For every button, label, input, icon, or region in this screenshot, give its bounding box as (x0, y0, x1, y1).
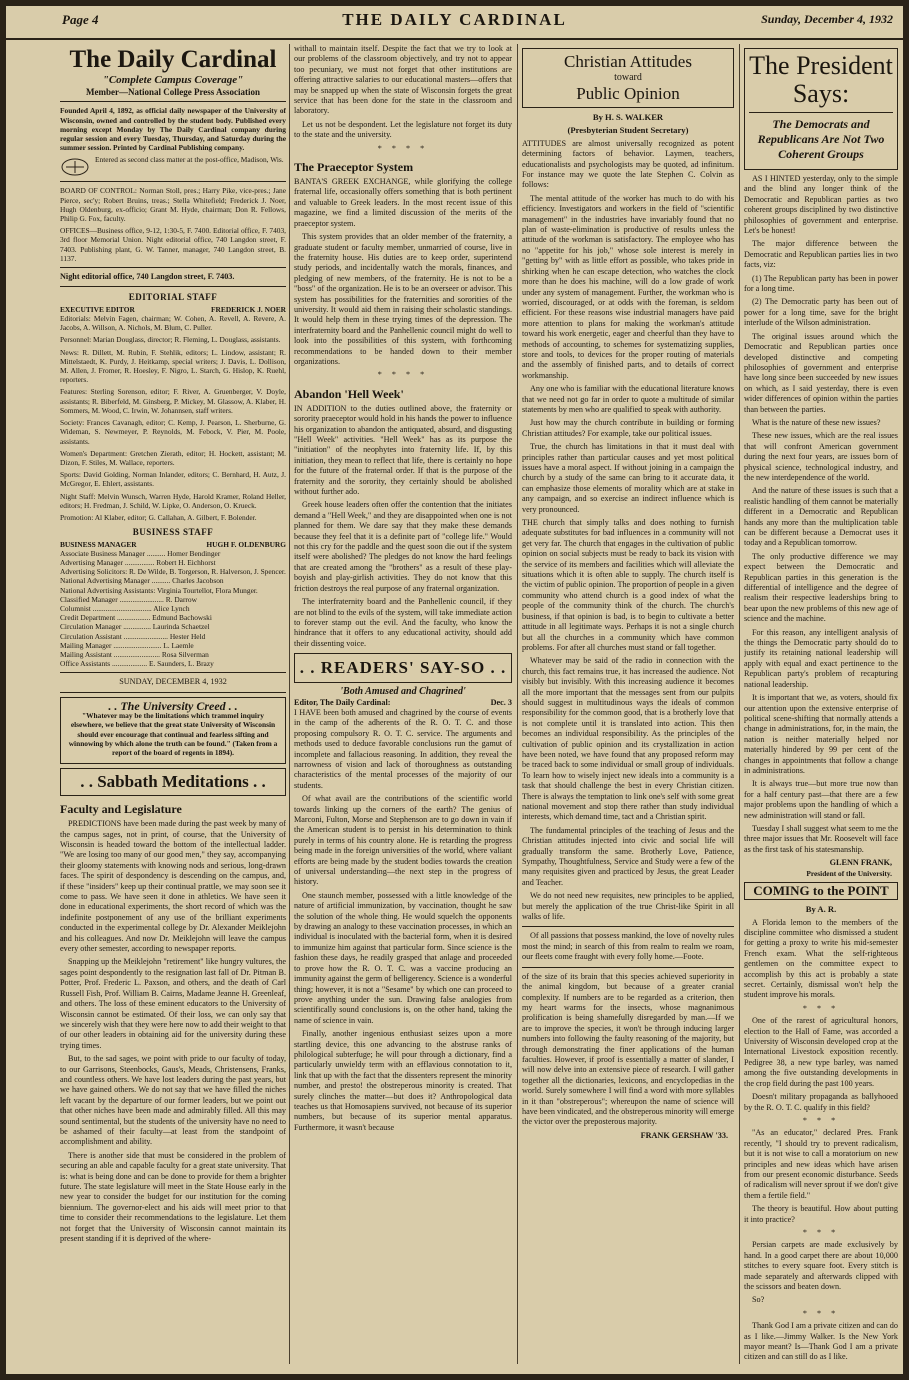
staff-classified: Classified Manager ........................ R. Darrow (60, 594, 197, 604)
faculty-paragraph: But, to the sad sages, we point with pride to our faculty of today, to our Garrisons, Steenbocks, Gaus's, Meads, Christensens, Franks, and countless others. We have lost leaders during the past years, but we have gained others. We do not say that we have filled the niches left vacant by the departure of our former leaders, but we point out that other niches have been made and admirably filled. All this may sound sentimental, but the students of the university have no need to be ashamed of their faculty—at least from the standpoint of accomplishment and ability. (60, 1054, 286, 1147)
article-paragraph: We do not need new requisites, new principles to be applied, but merely the application of the true Christ-like Spirit in all walks of life. (522, 891, 734, 922)
editorial-heading-praeceptor: The Praeceptor System (294, 160, 414, 175)
president-paragraph: The major difference between the Democratic and Republican parties lies in two facts, viz: (744, 239, 898, 270)
staff-features: Features: Sterling Sorenson, editor; F. River, A. Gruenberger, V. Doyle, assistants; R. Biberfeld, M. Ginsberg, P. Mickey, M. Glassow, A. Klaber, H. Sommers, M. Wood, C. Irwin, W. Johannsen, staff writers. (60, 387, 286, 415)
staff-mailing: Mailing Manager .......................... L. Laemle (60, 640, 194, 650)
offices-text: OFFICES—Business office, 9-12, 1:30-5, F. 7400. Editorial office, F. 7403, 3rd floor Memorial Union. Night editorial office, 740 Langdon street, F. 7403. Publishing plant, G. W. Tanner, manager, 740 Langdon street, B. 1137. (60, 226, 286, 263)
president-paragraph: The only productive difference we may expect between the Democratic and Republican parties in this generation is the differential of intelligence and the degree of realism their respective leaderships bring to bear upon the new problems of this new age of science and the machine. (744, 551, 898, 624)
praeceptor-paragraph: This system provides that an older member of the fraternity, a graduate student or faculty member, unmarried of course, live in the fraternity house. His duties are to keep order, superintend study periods, and incidentally watch the morals, finances, and pledging of new members, of the fraternity. He is not to be a "boss" of the organization. He is to be an overseer or advisor. This system has possibilities for the fraternities and sororities of the university. It would aid them in raising their scholastic standings. It would help them in these trying times of the depression. The interfraternity board and the Panhellenic council might do well to look into the possibilities of this system, with forthcoming recommendations to be handed down to their member organizations. (294, 232, 512, 366)
postal-seal-icon (60, 157, 90, 177)
byline-title: (Presbyterian Student Secretary) (567, 125, 689, 136)
letter-paragraph: Of what avail are the contributions of the scientific world towards linking up the corners of the earth? The genius of Marconi, Fulton, Morse and Stephenson are to go down in vain if the American student is to persist in his determination to think purely in terms of his country alone. He is retarding the progress being made in the foreign universities of the world, where valiant efforts are being made by the student bodies towards the creation of universal understanding—the next step in the progress of history. (294, 794, 512, 887)
staff-natasst: National Advertising Assistants: Virginia Tourtellot, Flora Munger. (60, 585, 258, 595)
staff-society: Society: Frances Cavanagh, editor; C. Kemp, J. Pearson, L. Sherburne, G. Wideman, S. Newmeyer, P. Reynolds, M. Febock, V. Pier, M. Poole, assistants. (60, 418, 286, 446)
letter-salutation (294, 698, 512, 708)
president-paragraph: The original issues around which the Democratic and Republican parties once developed distinctive and competing philosophies of government and enterprise have long since been succeeded by new issues on which, as I said yesterday, there is even wider differences of opinion within the parties than between the parties. (744, 331, 898, 414)
faculty-continued: withall to maintain itself. Despite the fact that we try to look at our problems of the classroom objectively, and try not to appear too pecuniary, we must not forget that other institutions are offering attractive salaries to our educational masters—offers that may be snapped up when the state of Wisconsin forgets the great service that has been done for the state in the classroom and laboratory. (294, 44, 512, 116)
article-paragraph: The fundamental principles of the teaching of Jesus and the Christian attitudes injected into civic and social life will gradually transform the same. Brotherly Love, Patience, Sympathy, Thoughtfulness, Service and Study were a few of the many requisites given and practiced by Jesus, the great Leader and Teacher. (522, 825, 734, 887)
creed-text: "Whatever may be the limitations which trammel inquiry elsewhere, we believe that the great state University of Wisconsin should ever encourage that continual and fearless sifting and winnowing by which alone the truth can be found." (Taken from a report of the board of regents in 1894). (68, 711, 278, 757)
column-item: The theory is beautiful. How about putting it into practice? (744, 1204, 898, 1224)
staff-promotion: Promotion: Al Klaber, editor; G. Callahan, A. Gilbert, F. Bolender. (60, 512, 257, 522)
column-rule (289, 44, 290, 1364)
xtian-heading-mid: toward (614, 72, 642, 83)
column-editorial-masthead (60, 44, 286, 1366)
president-signature: GLENN FRANK, (829, 858, 892, 868)
paper-title: THE DAILY CARDINAL (342, 10, 567, 29)
staff-night: Night Staff: Melvin Wunsch, Warren Hyde, Harold Kramer, Roland Heller, editors; H. Fredman, J. Schild, W. Lipke, O. Anderson, O. Krueck. (60, 491, 286, 510)
entered-text: Entered as second class matter at the post-office, Madison, Wis. (95, 155, 284, 165)
staff-natadv: National Advertising Manager .......... Charles Jacobson (60, 576, 224, 586)
column-item: A Florida lemon to the members of the discipline committee who dismissed a student for getting a proxy to write his mid-semester French exam. What the self-righteous gentlemen on the committee expect to accomplish by this act is probably a state secret. Certainly, dismissal won't help the student improve his morals. (744, 917, 898, 1000)
staff-circasst: Circulation Assistant ........................ Hester Held (60, 631, 206, 641)
column-rule (517, 44, 518, 1364)
president-paragraph: (2) The Democratic party has been out of power for a long time, save for the bright interlude of the Wilson administration. (744, 297, 898, 328)
coming-to-point-box (744, 882, 898, 900)
letter-title: 'Both Amused and Chagrined' (340, 686, 466, 698)
staff-sports: Sports: David Golding, Norman Inlander, editors; C. Bernhard, H. Autz, J. McGregor, E. Ehlert, assistants. (60, 470, 286, 489)
staff-womens: Women's Department: Gretchen Zierath, editor; H. Hockett, assistant; M. Dizon, F. Stiles, M. Wallace, reporters. (60, 448, 286, 467)
article-paragraph: Any one who is familiar with the educational literature knows that we need not go far in order to quote a multitude of similar statements by men who are qualified to speak with authority. (522, 384, 734, 414)
creed-heading: . . The University Creed . . (108, 698, 238, 713)
column-item: Doesn't military propaganda as ballyhooed by the R. O. T. C. qualify in this field? (744, 1092, 898, 1112)
coming-to-point-heading: COMING to the POINT (753, 882, 889, 898)
staff-circmgr: Circulation Manager ............... Laurinda Schaetzel (60, 622, 210, 632)
article-paragraph: ATTITUDES are almost universally recognized as potent determining factors of behavior. Laymen, teachers, educationalists and psychologists may be quoted, ad infinitum. For instance may we quote the late Stephen C. Colvin as follows: (522, 138, 734, 190)
staff-news: News: R. Dillett, M. Rubin, F. Stehlik, editors; L. Lindow, assistant; R. Mittelstaedt, K. Purdy, J. Heitkamp, special writers; J. Davis, L. Dollison, M. Allen, J. Fromer, R. Hoesley, F. Nigro, L. Starch, G. Hislop, K. Ruehl, reporters. (60, 347, 286, 385)
nameplate: The Daily Cardinal (69, 46, 277, 73)
president-paragraph: What is the nature of these new issues? (752, 417, 881, 427)
board-text: BOARD OF CONTROL: Norman Stoll, pres.; Harry Pike, vice-pres.; Jane Pierce, sec'y; Robert Bruins, treas.; Stella Whitefield; Frederick J. Noer, Hugh Oldenburg, ex-officio; Grant M. Hyde, chairman; Don R. Fellows, Philip G. Fox, faculty. (60, 186, 286, 224)
business-manager-row (60, 540, 286, 549)
staff-advsol: Advertising Solicitors: R. De Wilde, B. Torgerson, R. Halverson, J. Spencer. (60, 567, 286, 577)
section-separator: * * * (802, 1308, 840, 1318)
issue-date: Sunday, December 4, 1932 (761, 12, 893, 26)
letter-continued: of the size of its brain that this species achieved superiority in the animal kingdom, but because of a greater cranial complexity. If numbers are to be regarded as a criterion, then my heart warms for the insects, whose magnanimous prolification is being shamefully disregarded by man.—If we are to improve the species, it won't be through inducing larger numbers into following the faulty reasoning of the majority, but through demonstrating the finer applications of the human faculties. However, if proof is essentially a matter of slander, I will now delve into an extensive piece of research. I will gather together all the dictionaries, lexicons, and encyclopedias in the world. Surely somewhere I will find a word with more syllables in it than "obstreperous"; whereupon the name of science will have been vindicated, and the obstreperous minority will emerge the victor over the preposterous majority. (522, 971, 734, 1127)
masthead (6, 6, 903, 40)
column-item: "As an educator," declared Pres. Frank recently, "I should try to prevent radicalism, but it is not wise to call a moratorium on new principles and new ideas which have arisen from our present economic disturbance. Seeds of radicalism will never sprout if we don't give them a fertile field." (744, 1128, 898, 1200)
exec-name: FREDERICK J. NOER (211, 304, 286, 314)
president-paragraph: Tuesday I shall suggest what seem to me the three major issues that Mr. Roosevelt will face as the first task of his statesmanship. (744, 823, 898, 854)
president-paragraph: It is always true—but more true now than for a half century past—that there are a few major problems upon the handling of which a new administration will stand or fall. (744, 779, 898, 820)
faculty-paragraph: Snapping up the Meiklejohn "retirement" like hungry vultures, the sages point despondently to the resignation last fall of Dr. Pitman B. Potter, Prof. Frederic L. Paxson, and others, and the death of Carl Russell Fish, Prof. William B. Cairns, Madame Jeanne H. Greenleaf, and others. The loss of these eminent educators to the University of Wisconsin cannot be estimated. Of their loss, we can only say that we sincerely wish that they were here now to add their weight to that of our other leaders in obtaining aid for the university during these trying times. (60, 957, 286, 1050)
night-office: Night editorial office, 740 Langdon street, F. 7403. (60, 272, 235, 282)
creed-box (60, 697, 286, 764)
dateline: SUNDAY, DECEMBER 4, 1932 (119, 677, 227, 687)
entered-block (60, 155, 286, 177)
column-christian-attitudes (522, 44, 734, 1366)
editorial-heading-faculty: Faculty and Legislature (60, 802, 182, 817)
article-paragraph: Just how may the church contribute in building or forming Christian attitudes? For example, take our political issues. (522, 418, 734, 438)
exec-label: EXECUTIVE EDITOR (60, 304, 135, 314)
coming-to-point-byline: By A. R. (805, 904, 837, 915)
hell-week-paragraph: The interfraternity board and the Panhellenic council, if they are not blind to the evils of the system, will take immediate action to forever stamp out the evil. And the faculty, who know the hindrance that it offers to any educational activity, should add their dissenting voice. (294, 597, 512, 648)
xtian-heading-top: Christian Attitudes (564, 52, 692, 71)
president-paragraph: And the nature of these issues is such that a realistic handling of them cannot be materially different in a Democratic and Republican hands any more than the multiplication table can be different because a Democrat uses it today and a Republican tomorrow. (744, 486, 898, 548)
faculty-paragraph: There is another side that must be considered in the problem of securing an able and capable faculty for a great state university. That is: what is being done and can be done to provide for them a brighter future. The state legislature will meet in the State House early in the new year to consider the budget for our institution for the coming biennium. The governor-elect and his aids will meet prior to that time to consider their recommendations to the legislature. Let them not forget that the University of Wisconsin cannot maintain its present standing if it is deprived of the where- (60, 1150, 286, 1244)
staff-advmgr: Advertising Manager ................ Robert H. Eichhorst (60, 557, 216, 567)
president-heading-1: The President (749, 51, 893, 80)
business-staff-heading: BUSINESS STAFF (132, 527, 214, 538)
quotation: Of all passions that possess mankind, the love of novelty rules most the mind; in search of this from realm to realm we roam, our fleets come fraught with every folly home.—Foote. (522, 931, 734, 962)
president-paragraph: AS I HINTED yesterday, only to the simple and the blind any longer think of the Democratic and Republican parties as two coherent groups disciplined by two distinctive philosophies of government and enterprise. Let's be honest! (744, 174, 898, 236)
newspaper-page (6, 6, 903, 1374)
letter-editor: Editor, The Daily Cardinal: (294, 697, 391, 707)
column-president-says (744, 44, 898, 1366)
letter-signature: FRANK GERSHAW '33. (640, 1130, 728, 1140)
page-number: Page 4 (62, 12, 99, 27)
column-item: Thank God I am a private citizen and can do as I like.—Jimmy Walker. Is the New York mayor meant? Is—Thank God I am a private citizen and can still do as I like. (744, 1321, 898, 1362)
article-paragraph: THE church that simply talks and does nothing to furnish adequate substitutes for bad influences in a community will not get very far. The church that engages in the cultivation of public opinion on social subjects must be ready to back its vision with the service of its members and facilities which will alleviate the situations which it is often able to supply. The church itself is the victim of public opinion. The proportion of people in a given community who attend church is a good index of what the people of the community think of the church. The church's business, if that opinion is bad, is to begin to cultivate a better attitude in all legitimate ways. Perhaps it is not a single church but all the churches in a community which have common problems. For after all churches must stand or fall together. (522, 518, 734, 652)
column-item: Persian carpets are made exclusively by hand. In a good carpet there are about 10,000 stitches to every square foot. Every stitch is made separately and afterwards clipped with the scissors and beaten down. (744, 1240, 898, 1292)
hell-week-paragraph: IN ADDITION to the duties outlined above, the fraternity or sorority praeceptor would hold in his hands the power to influence his organization to abandon the antiquated, absurd, and disgusting "Hell Week" activities. "Hell Week" has as its purpose the "initiation" of the neophytes into fraternity life. If, by this initiation, they mean to reflect that life, there is certainly no hope for the future of the fraternal order. If that is the purpose of the fraternity and the sorority, they certainly should be abolished without further ado. (294, 403, 512, 497)
member-line: Member—National College Press Association (85, 87, 261, 97)
editorial-staff-heading: EDITORIAL STAFF (128, 292, 218, 303)
readers-say-so-box (294, 653, 512, 683)
editorial-heading-hell-week: Abandon 'Hell Week' (294, 386, 404, 401)
staff-columnist: Columnist ................................ Alice Lynch (60, 603, 190, 613)
president-subheading: The Democrats and Republicans Are Not Two Coherent Groups (757, 117, 885, 161)
faculty-continued: Let us not be despondent. Let the legislature not forget its duty to the state and the university. (294, 119, 512, 140)
column-editorials (294, 44, 512, 1366)
staff-editorials: Editorials: Melvin Fagen, chairman; W. Cohen, A. Revell, A. Revere, A. Jacobs, A. Willson, A. Nichols, M. Blum, C. Puller. (60, 314, 286, 333)
sabbath-box (60, 768, 286, 796)
executive-editor-row (60, 305, 286, 314)
readers-say-so-heading: . . READERS' SAY-SO . . (299, 658, 507, 678)
staff-assoc: Associate Business Manager .......... Homer Bendinger (60, 548, 221, 558)
column-rule (739, 44, 740, 1364)
hell-week-paragraph: Greek house leaders often offer the contention that the initiates demand a "Hell Week," and they are disappointed when one is not planned for them. We dare say that they make these demands because they feel that it is a definite part of "college life." Would not this cry for the paddle and the quest soon die out if the system itself were abolished? The pledges do not know the hard feelings that are created among the "brothers" as a result of these play-boyish and play-girlish activities. They do not know that this friction destroys the real purpose of any fraternal organization. (294, 500, 512, 593)
article-paragraph: The mental attitude of the worker has much to do with his efficiency. Investigators and workers in the field of "scientific management" in the industries have invariably found that no plan of waste-elimination is productive of results unless the attitude of the workman is satisfactory. The employee who has no "appetite for his job," whose sole interest is merely in "getting by" with as little effort as possible, who takes pride in shirking when he can escape detection, who watches the clock more than he does his machine, will do a low grade of work under any system of management. Further, the workman who is worried, discouraged, or at odds with the foreman, is seldom efficient. For these reasons wise industrial managers have paid more attention to plans for making the workman's attitude toward his work energetic, eager and cheerful than they have to methods of accounting, to schemes for systematizing supplies, store and tools, to devices for the proper routing of materials and the assembly of finished parts, and to details of correct workmanship. (522, 193, 734, 380)
president-paragraph: For this reason, any intelligent analysis of the things the Democratic party should do to justify its retaining national leadership will apply with equal and exact pertinence to the Republican party's problem of recapturing national leadership. (744, 627, 898, 689)
staff-mailasst: Mailing Assistant ......................... Rosa Silverman (60, 649, 209, 659)
column-item: So? (752, 1295, 765, 1305)
faculty-paragraph: PREDICTIONS have been made during the past week by many of the campus sages, not in print, of course, that the University of Wisconsin is headed toward the bottom of the intellectual ladder. "We are losing too many of our good men," they say, accompanying their gloomy statements with knowing nods and serious, long-drawn faces. The spirit of despondency is descending on the campus, and, if these "insiders" keep up their continual prattle, we may soon see it come to pass. We have seen it done in athletics. We have seen it done in educational experiments, the short record of which was the indefinite postponement of any use of the brilliant experiments conducted in the experimental college by Dr. Alexander Meiklejohn and his colleagues. And now Dr. Meiklejohn will leave the campus every other semester, according to newspaper reports. (60, 819, 286, 954)
staff-personnel: Personnel: Marian Douglass, director; R. Fleming, L. Douglass, assistants. (60, 335, 281, 345)
founded-text: Founded April 4, 1892, as official daily newspaper of the University of Wisconsin, owned and controlled by the student body. Published every morning except Monday by The Daily Cardinal company during regular session and every Tuesday, Thursday, and Saturday during the summer session. Printed by Cardinal Publishing company. (60, 106, 286, 153)
president-paragraph: (1) The Republican party has been in power for a long time. (744, 273, 898, 294)
section-separator: * * * * (377, 143, 429, 153)
sabbath-heading: . . Sabbath Meditations . . (80, 772, 266, 792)
motto: "Complete Campus Coverage" (102, 74, 244, 86)
president-heading-2: Says: (792, 79, 850, 108)
busmgr-name: HUGH F. OLDENBURG (206, 539, 286, 549)
article-paragraph: Whatever may be said of the radio in connection with the church, this fact remains true, it has increased the audience. Not visibly but invisibly. With this increasing audience it becomes all the more important that the messages sent from our pulpits should suggest in multitudinous ways the ideals of common responsibility for the common good, that is a brotherly love that is not complete until it is translated into action. This then becomes an individual responsibility. As the principles of the cultivation of public opinion and its crystallization in action have been noted, we have found that any proposed reform may be traced back to some individual or small group of individuals. To learn how to wisely inject new ideals into a community is a task that should challenge the best in every Christian citizen. There is always the temptation to link one's self with some great national movement and stop there rather than study individual interests, which demand time, tact and a Christian spirit. (522, 656, 734, 822)
letter-date: Dec. 3 (490, 697, 512, 707)
column-item: One of the rarest of agricultural honors, election to the Hall of Fame, was accorded a University of Wisconsin developed crop at the International Livestock exposition recently. Pedigree 38, a new type barley, was named among the five outstanding developments in the crop field during the past 100 years. (744, 1016, 898, 1088)
section-separator: * * * (802, 1227, 840, 1237)
christian-attitudes-box (522, 48, 734, 108)
staff-credit: Credit Department .................. Edmund Bachowski (60, 613, 212, 623)
praeceptor-paragraph: BANTA'S GREEK EXCHANGE, while glorifying the college fraternal life, occasionally offers something that is both pertinent and valuable to Greek leaders. In the most recent issue of this magazine, we find a limited discussion of the merits of the praeceptor system. (294, 177, 512, 228)
byline: By H. S. WALKER (592, 112, 664, 122)
staff-office: Office Assistants ................... E. Saunders, L. Brazy (60, 659, 214, 669)
president-says-box (744, 48, 898, 170)
letter-paragraph: Finally, another ingenious enthusiast seizes upon a more startling device, this one advancing to the abstruse ranks of philological subterfuge; he will pour through a dictionary, find a particularly unwieldy term with an efflavious connotation to it, link that up with the fact that the dissenters represent the minority number, and presto! the obstreperous minority is created. That surely clinches the matter—but does it? Anthropological data teaches us that Homosapiens survived, not because of its superior numbers, but because of its superior mental apparatus. Furthermore, it wasn't because (294, 1029, 512, 1132)
busmgr-label: BUSINESS MANAGER (60, 539, 137, 549)
article-paragraph: True, the church has limitations in that it must deal with principles rather than particular causes and yet most political issues have a moral aspect. If without joining in a campaign the church by a study of the same can bring to it accurate data, it can emphasize those elements of morality which are at stake in any campaign, and so exercise an indirect influence which is very pronounced. (522, 442, 734, 514)
president-paragraph: It is important that we, as voters, should fix our attention upon the extensive enterprise of political scene-shifting that normally attends a change in administrations, for, in the main, the nation is neither materially helped nor materially hindered by 99 per cent of the changes in appointments that follow a change in administrations. (744, 693, 898, 775)
section-separator: * * * (802, 1115, 840, 1125)
xtian-heading-bottom: Public Opinion (576, 84, 680, 103)
section-separator: * * * * (377, 370, 429, 380)
section-separator: * * * (802, 1003, 840, 1013)
letter-paragraph: I HAVE been both amused and chagrined by the course of events in the camp of the adherents of the R. O. T. C. and those proposing compulsory R. O. T. C. service. The arguments and methods used to deduce favorable conclusions run the gamut of incomplete and fallacious reasoning. In addition, they reveal the narrowness of vision and lack of thoroughness as outstanding characteristics of the mental processes of the majority of our students. (294, 707, 512, 790)
president-paragraph: These new issues, which are the real issues that will confront American government during the next four years, are issues born of physical science, technological industry, and the new interdependence of the world. (744, 431, 898, 482)
letter-paragraph: One staunch member, possessed with a little knowledge of the nature of artificial immunization, by vaccination, thought he saw the solution of the whole thing. He would squelch the opponents by drawing an analogy to these vaccination processes, in which an individual is inoculated with the bacterial form, when it is desired to immunize him against that particular form. Since science is the fashion these days, he readily grasped that anlage and proceeded to prove how the R. O. T. C. was a vaccine producing an immunity against the germ of belligerency. Science is a wonderful thing; however, it is not a "Sesame" by which one can proceed to prove anything under the sun. Drawing false analogies from scientifically sound conclusions is, on the other hand, taking the name of science in vain. (294, 890, 512, 1025)
president-title: President of the University. (806, 868, 892, 878)
